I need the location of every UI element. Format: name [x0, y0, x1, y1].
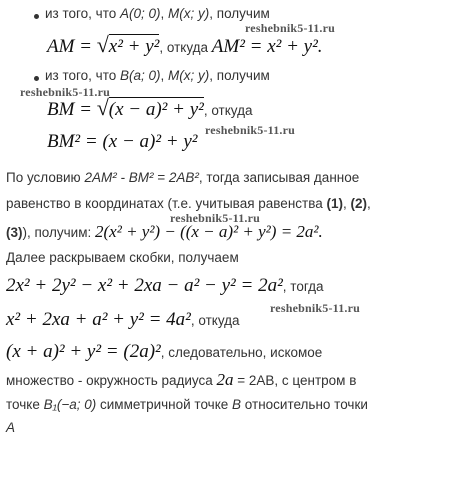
- equation-am: [47, 32, 323, 58]
- bullet-dot: [34, 76, 39, 81]
- para1-line2: [6, 196, 371, 211]
- point-b: B(a; 0): [119, 68, 161, 83]
- eq-text: 2x² + 2y² − x² + 2xa − a² − y² = 2a²: [6, 275, 283, 296]
- text: , получим: [209, 68, 270, 83]
- center-point: B₁(−a; 0): [43, 397, 97, 412]
- text: ,: [160, 68, 169, 83]
- bullet-1-text: [45, 6, 270, 21]
- text: , откуда: [203, 103, 253, 118]
- eq-text: x² + 2xa + a² + y² = 4a²: [6, 309, 191, 330]
- text: ,: [343, 196, 351, 211]
- text: относительно точки: [241, 397, 368, 412]
- text: ), получим:: [22, 225, 96, 240]
- radicand: x² + y²: [108, 36, 160, 57]
- text: = 2AB, с центром в: [233, 373, 357, 388]
- text: , откуда: [190, 313, 240, 328]
- text: По условию: [6, 170, 85, 185]
- sqrt: [96, 95, 204, 121]
- radicand: (x − a)² + y²: [108, 99, 204, 120]
- text: , получим: [209, 6, 270, 21]
- watermark: reshebnik5-11.ru: [170, 211, 260, 225]
- ref-3: (3): [6, 225, 23, 240]
- text: из того, что: [45, 6, 120, 21]
- text: множество - окружность радиуса: [6, 373, 217, 388]
- equation-bm-squared: [47, 131, 198, 153]
- eq-lhs: BM =: [47, 99, 97, 120]
- text: , тогда записывая данное: [198, 170, 360, 185]
- ref-2: (2): [350, 196, 368, 211]
- para2-line1: [6, 370, 356, 390]
- eq-text: (x + a)² + y² = (2a)²: [6, 341, 161, 362]
- text: , тогда: [282, 279, 324, 294]
- text: ,: [160, 6, 169, 21]
- watermark: reshebnik5-11.ru: [245, 21, 335, 35]
- para1-line1: [6, 170, 359, 185]
- bullet-2-text: [45, 68, 270, 83]
- point-m: M(x; y): [168, 6, 210, 21]
- point-a: A(0; 0): [119, 6, 161, 21]
- equation-expanded: [6, 275, 324, 297]
- equation-circle: [6, 341, 322, 363]
- text: ,: [367, 196, 371, 211]
- ref-1: (1): [326, 196, 343, 211]
- para2-line3: [6, 420, 15, 435]
- eq-text: BM² = (x − a)² + y²: [47, 131, 198, 152]
- eq-lhs: AM =: [47, 36, 97, 57]
- watermark: reshebnik5-11.ru: [20, 85, 110, 99]
- para1-line4: [6, 250, 239, 265]
- para1-line3: [6, 222, 323, 242]
- bullet-dot: [34, 14, 39, 19]
- point-b: B: [232, 397, 242, 412]
- watermark: reshebnik5-11.ru: [270, 301, 360, 315]
- text: Далее раскрываем скобки, получаем: [6, 250, 239, 265]
- condition-expr: 2AM² - BM² = 2AB²: [84, 170, 199, 185]
- point-m: M(x; y): [168, 68, 210, 83]
- text: точке: [6, 397, 44, 412]
- equation-simplified: [6, 309, 240, 331]
- text: , откуда: [159, 40, 212, 55]
- text: симметричной точке: [96, 397, 233, 412]
- equation-bm: [47, 95, 253, 121]
- sqrt-icon: √: [96, 32, 109, 57]
- text: равенство в координатах (т.е. учитывая равенства: [6, 196, 327, 211]
- eq-rhs: AM² = x² + y².: [211, 36, 323, 57]
- text: из того, что: [45, 68, 120, 83]
- point-a: A: [6, 420, 16, 435]
- radius-expr: 2a: [216, 370, 234, 389]
- watermark: reshebnik5-11.ru: [205, 123, 295, 137]
- para2-line2: [6, 397, 368, 412]
- sqrt: [96, 32, 160, 58]
- substituted-expr: 2(x² + y²) − ((x − a)² + y²) = 2a².: [95, 222, 323, 241]
- sqrt-icon: √: [96, 95, 109, 120]
- text: , следовательно, искомое: [160, 345, 323, 360]
